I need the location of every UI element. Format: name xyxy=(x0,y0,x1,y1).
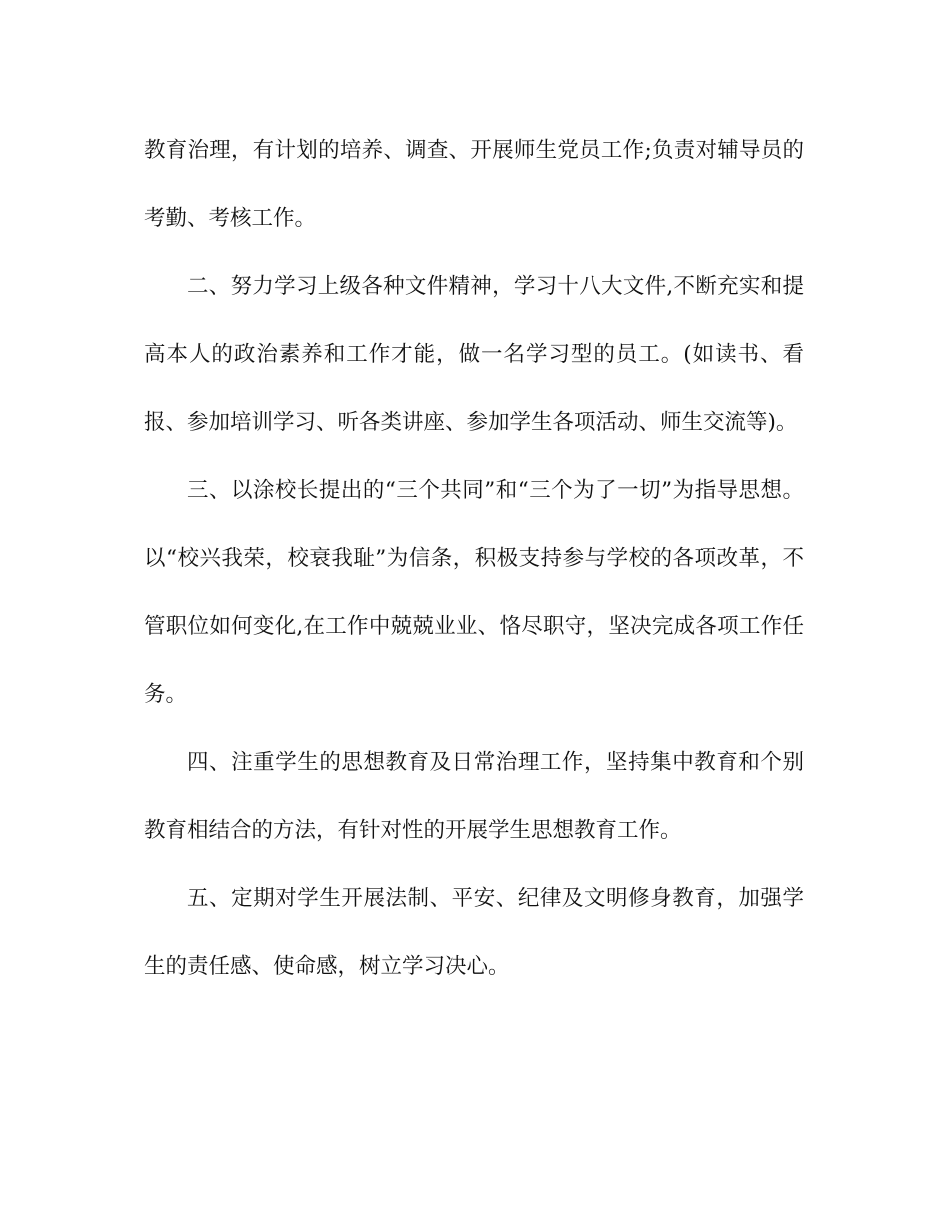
paragraph-item-4: 四、注重学生的思想教育及日常治理工作，坚持集中教育和个别教育相结合的方法，有针对性的开展学生思想教育工作。 xyxy=(144,750,804,843)
document-body xyxy=(144,117,804,1001)
paragraph-item-5: 五、定期对学生开展法制、平安、纪律及文明修身教育，加强学生的责任感、使命感，树立学习决心。 xyxy=(144,886,804,979)
paragraph-item-3: 三、以涂校长提出的“三个共同”和“三个为了一切”为指导思想。以“校兴我荣，校衰我耻”为信条，积极支持参与学校的各项改革，不管职位如何变化,在工作中兢兢业业、恪尽职守，坚决完成各项工作任务。 xyxy=(144,478,804,707)
paragraph-item-2: 二、努力学习上级各种文件精神，学习十八大文件,不断充实和提高本人的政治素养和工作才能，做一名学习型的员工。(如读书、看报、参加培训学习、听各类讲座、参加学生各项活动、师生交流等)。 xyxy=(144,274,804,435)
paragraph-continuation: 教育治理，有计划的培养、调查、开展师生党员工作;负责对辅导员的考勤、考核工作。 xyxy=(144,138,804,231)
